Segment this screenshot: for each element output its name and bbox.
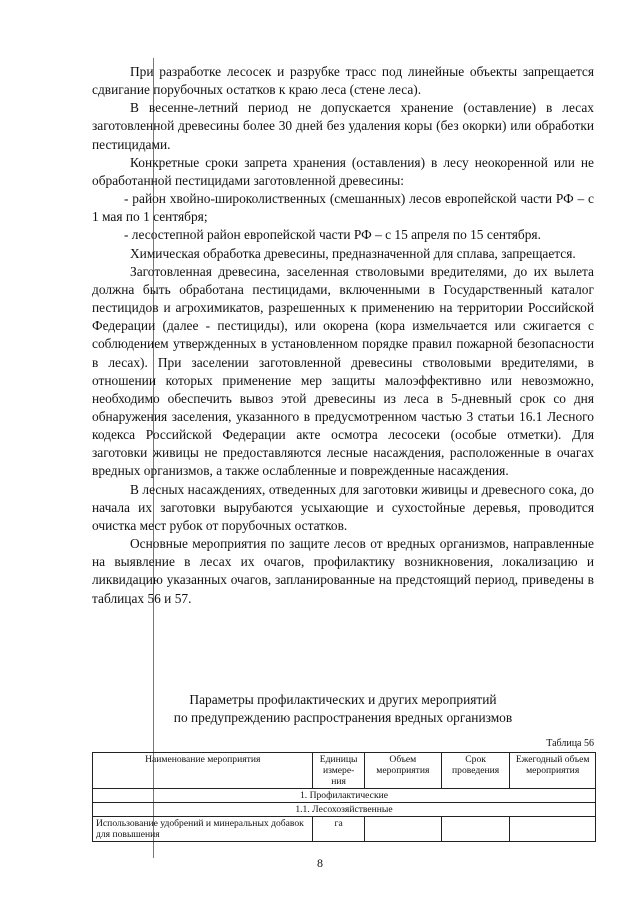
table-header-row	[93, 753, 596, 789]
table-section-row	[93, 803, 596, 817]
caption-line: Параметры профилактических и других мероприятий	[189, 692, 497, 707]
section-heading: 1. Профилактические	[93, 789, 596, 803]
header-cell: Единицы измере-ния	[313, 753, 364, 789]
header-cell: Срок проведения	[441, 753, 509, 789]
cell-name: Использование удобрений и минеральных добавок для повышения	[93, 817, 313, 842]
body-text	[92, 63, 594, 608]
table-56	[92, 752, 596, 842]
paragraph: Основные мероприятия по защите лесов от вредных организмов, направленные на выявление в лесах их очагов, профилактику возникновения, локализацию и ликвидацию указанных очагов, запланированные на предстоящий период, приведены в таблицах 56 и 57.	[92, 536, 594, 606]
list-item: - лесостепной район европейской части РФ – с 15 апреля по 15 сентября.	[124, 227, 541, 243]
cell-unit: га	[313, 817, 364, 842]
table-section-row	[93, 789, 596, 803]
subsection-heading: 1.1. Лесохозяйственные	[93, 803, 596, 817]
header-cell: Объем мероприятия	[364, 753, 441, 789]
cell-term	[441, 817, 509, 842]
table-row	[93, 817, 596, 842]
paragraph: Заготовленная древесина, заселенная стволовыми вредителями, до их вылета должна быть обработана пестицидами, включенными в Государственный каталог пестицидов и агрохимикатов, разрешенных к применению на территории Российской Федерации (далее - пестициды), или окорена (кора измельчается или сжигается с соблюдением утвержденных в установленном порядке правил пожарной безопасности в лесах). При заселении заготовленной древесины стволовыми вредителями, в отношении которых применение мер защиты малоэффективно или невозможно, необходимо обеспечить вывоз этой древесины из леса в 5-дневный срок со дня обнаружения заселения, указанного в предусмотренном частью 3 статьи 16.1 Лесного кодекса Российской Федерации акте осмотра лесосеки (особые отметки). Для заготовки живицы не предоставляются лесные насаждения, расположенные в очагах вредных организмов, а также ослабленные и поврежденные насаждения.	[92, 263, 594, 479]
header-cell: Ежегодный объем мероприятия	[510, 753, 596, 789]
paragraph: При разработке лесосек и разрубке трасс под линейные объекты запрещается сдвигание порубочных остатков к краю леса (стене леса).	[92, 64, 594, 98]
paragraph: Конкретные сроки запрета хранения (оставления) в лесу неокоренной или не обработанной пестицидами заготовленной древесины:	[92, 154, 594, 188]
paragraph: В лесных насаждениях, отведенных для заготовки живицы и древесного сока, до начала их заготовки вырубаются усыхающие и сухостойные деревья, проводится очистка мест рубок от порубочных остатков.	[92, 481, 594, 533]
paragraph: В весенне-летний период не допускается хранение (оставление) в лесах заготовленной древесины более 30 дней без удаления коры (без окорки) или обработки пестицидами.	[92, 100, 594, 152]
cell-volume	[364, 817, 441, 842]
table-caption	[92, 691, 594, 727]
header-cell: Наименование мероприятия	[93, 753, 313, 789]
caption-line: по предупреждению распространения вредных организмов	[173, 710, 513, 725]
page-number: 8	[317, 856, 323, 870]
list-item: - район хвойно-широколиственных (смешанных) лесов европейской части РФ – с 1 мая по 1 сентября;	[92, 191, 594, 225]
paragraph: Химическая обработка древесины, предназначенной для сплава, запрещается.	[130, 245, 576, 261]
cell-annual	[510, 817, 596, 842]
table-label: Таблица 56	[546, 738, 594, 749]
